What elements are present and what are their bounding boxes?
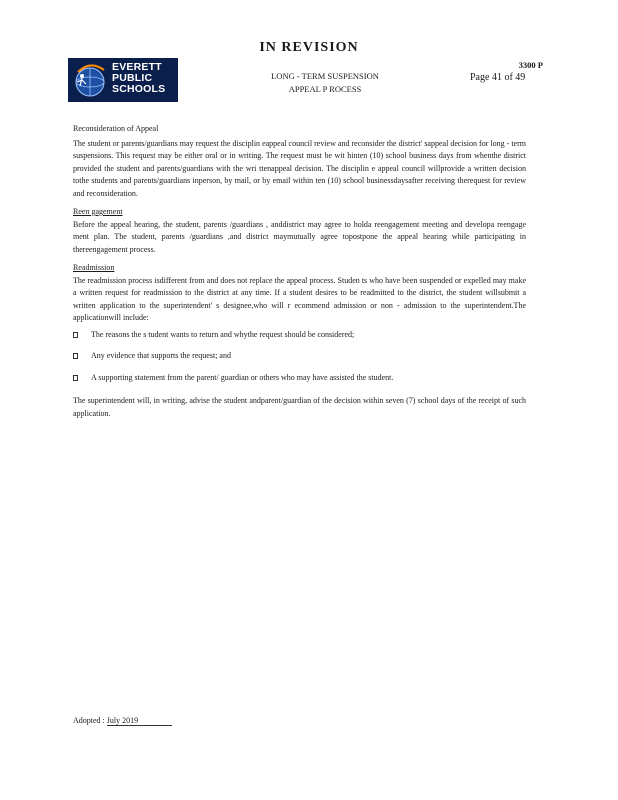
page-number: Page 41 of 49 xyxy=(470,72,526,83)
adopted-date: July 2019 xyxy=(107,716,172,726)
logo-line: EVERETT xyxy=(112,61,162,73)
list-item xyxy=(73,372,526,385)
paragraph-readmission: The readmission process isdifferent from and does not replace the appeal process. Studen ts who have been suspended or expelled may make a written request for readmission to the district at any time. If a student desires to be readmitted to the district, the student willsubmit a written application to the superintendent' s designee,who will r ecommend admission or non - admission to the superintendent.The applicationwill include: xyxy=(73,275,526,322)
section-title-reconsideration: Reconsideration of Appeal xyxy=(73,124,159,133)
revision-banner: IN REVISION xyxy=(259,40,359,55)
adoption-footer xyxy=(73,716,172,726)
bullet-icon xyxy=(73,353,78,359)
list-item-text: A supporting statement from the parent/ guardian or others who may have assisted the student. xyxy=(91,372,394,382)
district-logo xyxy=(68,58,178,102)
paragraph-reengagement: Before the appeal hearing, the student, parents /guardians , anddistrict may agree to holda reengagement meeting and developa reengage ment plan. The student, parents /guardians ,and district maymutually agree topostpone the appeal hearing while participating in thereengagement process. xyxy=(73,219,526,254)
list-item-text: The reasons the s tudent wants to return and whythe request should be considered; xyxy=(91,329,355,339)
document-title xyxy=(240,70,410,96)
title-line-1: LONG - TERM SUSPENSION xyxy=(271,71,379,81)
policy-number: 3300 P xyxy=(518,60,543,70)
list-item xyxy=(73,329,526,342)
document-body xyxy=(73,123,526,420)
logo-line: PUBLIC xyxy=(112,72,153,84)
logo-line: SCHOOLS xyxy=(112,83,166,95)
logo-wordmark xyxy=(112,62,176,95)
section-title-readmission: Readmission xyxy=(73,263,115,272)
list-item-text: Any evidence that supports the request; and xyxy=(91,351,231,360)
paragraph-decision-notice: The superintendent will, in writing, advise the student andparent/guardian of the decision within seven (7) school days of the receipt of such application. xyxy=(73,396,526,418)
bullet-icon xyxy=(73,375,78,381)
list-item xyxy=(73,350,526,363)
title-line-2: APPEAL P ROCESS xyxy=(288,84,362,94)
bullet-icon xyxy=(73,332,78,338)
section-title-reengagement: Reen gagement xyxy=(73,207,123,216)
paragraph-reconsideration: The student or parents/guardians may request the disciplin eappeal council review and reconsider the district' sappeal decision for long - term suspensions. This request may be either oral or in writing. The request must be wit hinten (10) school business days from whenthe district provided the student and parents/guardians with the wri ttenappeal decision. The disciplin e appeal council willprovide a written decision tothe students and parents/guardians inperson, by mail, or by email within ten (10) school businessdaysafter receiving therequest for review and reconsideration. xyxy=(73,138,526,198)
logo-globe-icon xyxy=(68,58,112,102)
readmission-requirements-list xyxy=(73,329,526,385)
adopted-label: Adopted : xyxy=(73,716,105,725)
